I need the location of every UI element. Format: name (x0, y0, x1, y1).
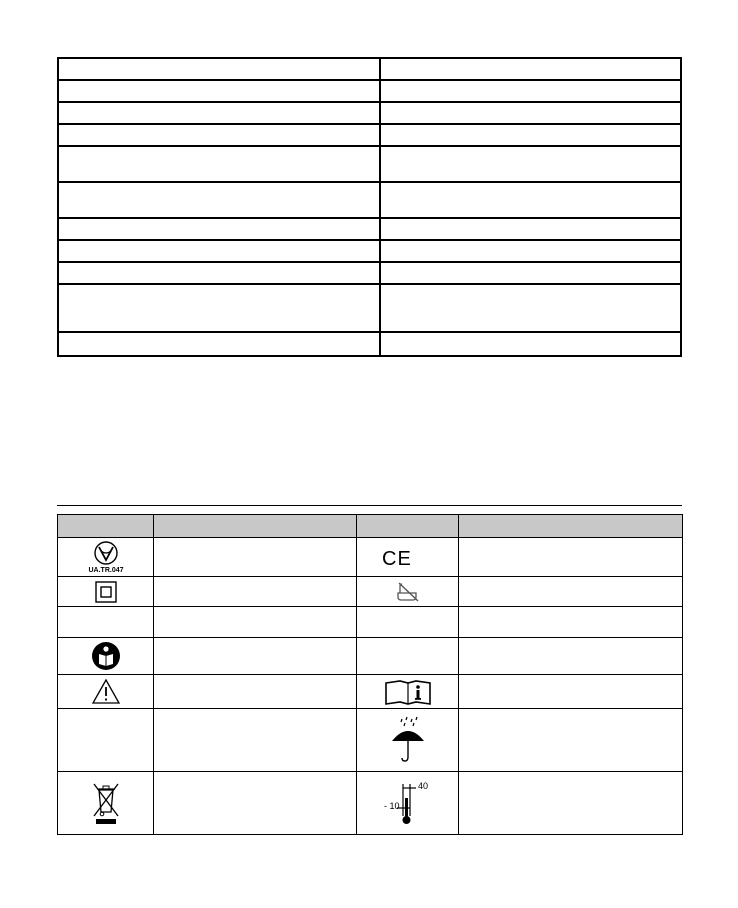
table-row (58, 284, 681, 332)
table-row (58, 80, 681, 102)
refer-to-instructions-icon (384, 678, 432, 706)
table-cell (58, 332, 380, 356)
table-row (58, 240, 681, 262)
description-cell (459, 577, 683, 607)
description-cell (459, 638, 683, 675)
table-row (58, 262, 681, 284)
symbol-cell (58, 607, 154, 638)
description-cell (154, 675, 357, 709)
description-cell (154, 577, 357, 607)
header-cell (154, 515, 357, 538)
symbol-cell (357, 772, 459, 835)
header-cell (459, 515, 683, 538)
spec-table (57, 57, 682, 357)
table-row (58, 577, 683, 607)
table-cell (58, 240, 380, 262)
table-cell (58, 262, 380, 284)
description-cell (459, 772, 683, 835)
symbol-cell (357, 675, 459, 709)
description-cell (154, 538, 357, 577)
table-cell (380, 332, 681, 356)
symbols-table (57, 514, 683, 835)
weee-crossed-bin-icon (91, 780, 121, 826)
table-row (58, 102, 681, 124)
header-cell (357, 515, 459, 538)
class-ii-double-insulation-icon (95, 581, 117, 603)
warning-triangle-icon (91, 678, 121, 705)
table-cell (58, 218, 380, 240)
symbol-cell (58, 638, 154, 675)
table-cell (380, 80, 681, 102)
temperature-limit-icon (383, 778, 433, 828)
table-cell (380, 262, 681, 284)
ce-mark-icon (378, 542, 438, 572)
table-row (58, 607, 683, 638)
description-cell (154, 607, 357, 638)
table-cell (58, 80, 380, 102)
description-cell (459, 607, 683, 638)
symbol-cell (357, 538, 459, 577)
table-row (58, 182, 681, 218)
table-cell (380, 182, 681, 218)
table-row (58, 124, 681, 146)
temp-high-label: 40 (417, 781, 428, 791)
table-cell (380, 218, 681, 240)
keep-dry-umbrella-icon (388, 715, 428, 765)
description-cell (459, 538, 683, 577)
table-row (58, 675, 683, 709)
table-cell (58, 146, 380, 182)
symbol-cell (58, 709, 154, 772)
table-cell (380, 58, 681, 80)
ukrainian-conformity-mark-icon (84, 540, 128, 574)
symbol-cell (58, 577, 154, 607)
section-divider (57, 505, 682, 506)
table-cell (380, 146, 681, 182)
symbol-cell (357, 577, 459, 607)
table-row (58, 709, 683, 772)
table-cell (58, 58, 380, 80)
table-cell (58, 284, 380, 332)
table-row (58, 58, 681, 80)
description-cell (154, 772, 357, 835)
symbol-cell (357, 709, 459, 772)
description-cell (459, 709, 683, 772)
symbol-cell (58, 772, 154, 835)
table-cell (380, 284, 681, 332)
table-cell (58, 124, 380, 146)
symbol-cell (357, 607, 459, 638)
header-cell (58, 515, 154, 538)
no-bath-use-icon (395, 581, 421, 603)
table-row (58, 218, 681, 240)
description-cell (459, 675, 683, 709)
temp-low-label: - 10 (383, 801, 400, 811)
table-row (58, 638, 683, 675)
table-cell (58, 182, 380, 218)
read-manual-icon (91, 641, 121, 671)
symbol-cell (58, 538, 154, 577)
description-cell (154, 709, 357, 772)
table-row (58, 772, 683, 835)
table-cell (380, 240, 681, 262)
table-row (58, 146, 681, 182)
ua-mark-text: UA.TR.047 (87, 567, 124, 574)
symbol-cell (58, 675, 154, 709)
table-cell (58, 102, 380, 124)
table-cell (380, 124, 681, 146)
symbol-cell (357, 638, 459, 675)
description-cell (154, 638, 357, 675)
table-row (58, 538, 683, 577)
table-cell (380, 102, 681, 124)
ce-mark-text: CE (381, 548, 412, 570)
table-row (58, 332, 681, 356)
table-header-row (58, 515, 683, 538)
